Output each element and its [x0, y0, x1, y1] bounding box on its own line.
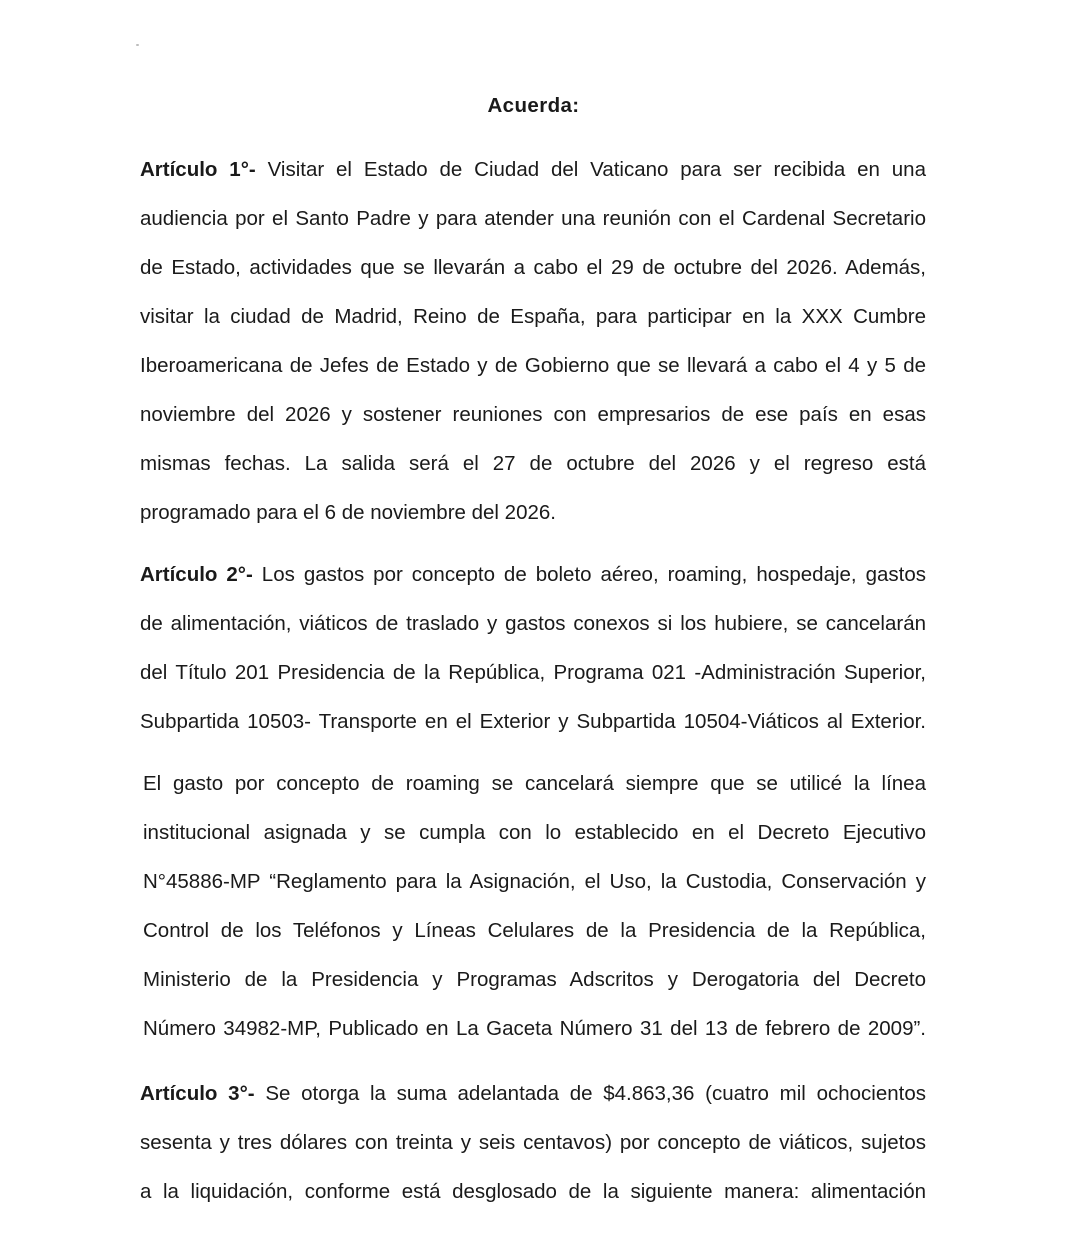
article-2-line-2: de alimentación, viáticos de traslado y gastos conexos si los hubiere, se cancelarán [140, 612, 926, 635]
article-1-line-8: programado para el 6 de noviembre del 2026. [140, 501, 556, 524]
article-1-line-4: visitar la ciudad de Madrid, Reino de España, para participar en la XXX Cumbre [140, 305, 926, 328]
article-3-line-3: a la liquidación, conforme está desglosado de la siguiente manera: alimentación [140, 1180, 926, 1203]
article-1-label: Artículo 1°- [140, 158, 256, 181]
roaming-paragraph-line-6: Número 34982-MP, Publicado en La Gaceta Número 31 del 13 de febrero de 2009”. [143, 1017, 926, 1040]
article-3-line-1: Artículo 3°- Se otorga la suma adelantada de $4.863,36 (cuatro mil ochocientos [140, 1082, 926, 1105]
roaming-paragraph-line-1: El gasto por concepto de roaming se cancelará siempre que se utilicé la línea [143, 772, 926, 795]
roaming-paragraph-line-2: institucional asignada y se cumpla con lo establecido en el Decreto Ejecutivo [143, 821, 926, 844]
article-1-line-6: noviembre del 2026 y sostener reuniones con empresarios de ese país en esas [140, 403, 926, 426]
document-heading: Acuerda: [487, 94, 580, 117]
article-1-line-2: audiencia por el Santo Padre y para atender una reunión con el Cardenal Secretario [140, 207, 926, 230]
article-2-label: Artículo 2°- [140, 563, 253, 586]
article-2-line-3: del Título 201 Presidencia de la República, Programa 021 -Administración Superior, [140, 661, 926, 684]
article-1-line-3: de Estado, actividades que se llevarán a cabo el 29 de octubre del 2026. Además, [140, 256, 926, 279]
article-1-line-5: Iberoamericana de Jefes de Estado y de Gobierno que se llevará a cabo el 4 y 5 de [140, 354, 926, 377]
article-3-line-2: sesenta y tres dólares con treinta y seis centavos) por concepto de viáticos, sujetos [140, 1131, 926, 1154]
roaming-paragraph-line-3: N°45886-MP “Reglamento para la Asignación, el Uso, la Custodia, Conservación y [143, 870, 926, 893]
scan-speck [136, 44, 139, 46]
roaming-paragraph-line-4: Control de los Teléfonos y Líneas Celulares de la Presidencia de la República, [143, 919, 926, 942]
article-3-label: Artículo 3°- [140, 1082, 255, 1105]
roaming-paragraph-line-5: Ministerio de la Presidencia y Programas Adscritos y Derogatoria del Decreto [143, 968, 926, 991]
article-2-line-4: Subpartida 10503- Transporte en el Exterior y Subpartida 10504-Viáticos al Exterior. [140, 710, 926, 733]
article-1-line-1: Artículo 1°- Visitar el Estado de Ciudad del Vaticano para ser recibida en una [140, 158, 926, 181]
article-2-line-1: Artículo 2°- Los gastos por concepto de boleto aéreo, roaming, hospedaje, gastos [140, 563, 926, 586]
article-1-line-7: mismas fechas. La salida será el 27 de octubre del 2026 y el regreso está [140, 452, 926, 475]
